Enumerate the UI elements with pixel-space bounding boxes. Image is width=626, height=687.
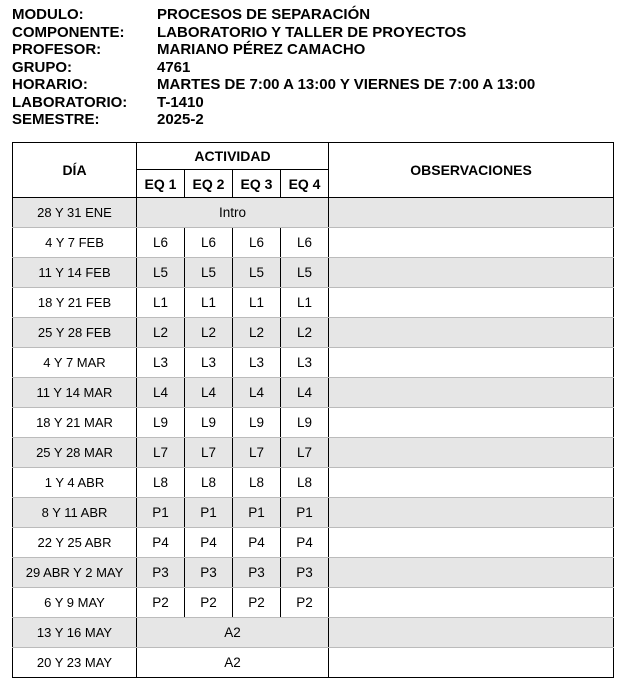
header-label: SEMESTRE: xyxy=(12,111,100,128)
header-label: MODULO: xyxy=(12,6,84,23)
header-label: HORARIO: xyxy=(12,76,88,93)
header-value: LABORATORIO Y TALLER DE PROYECTOS xyxy=(157,23,467,41)
table-row xyxy=(13,378,614,408)
activity-cell-eq2: P1 xyxy=(185,498,233,528)
activity-cell-eq3: L5 xyxy=(233,258,281,288)
observations-cell xyxy=(329,288,614,318)
table-row xyxy=(13,618,614,648)
activity-cell-eq2: L1 xyxy=(185,288,233,318)
observations-cell xyxy=(329,468,614,498)
day-cell: 1 Y 4 ABR xyxy=(13,468,137,498)
activity-cell-eq4: L8 xyxy=(281,468,329,498)
column-header-team-1: EQ 1 xyxy=(137,170,185,198)
header-row-laboratorio xyxy=(12,94,535,112)
table-row xyxy=(13,318,614,348)
header-row-grupo xyxy=(12,59,535,77)
table-row xyxy=(13,588,614,618)
table-row xyxy=(13,258,614,288)
observations-cell xyxy=(329,558,614,588)
activity-merged-cell: A2 xyxy=(137,618,329,648)
observations-cell xyxy=(329,588,614,618)
day-cell: 18 Y 21 MAR xyxy=(13,408,137,438)
activity-cell-eq4: P3 xyxy=(281,558,329,588)
header-value: PROCESOS DE SEPARACIÓN xyxy=(157,6,371,23)
day-cell: 22 Y 25 ABR xyxy=(13,528,137,558)
table-row xyxy=(13,528,614,558)
observations-cell xyxy=(329,258,614,288)
header-value: T-1410 xyxy=(157,93,204,111)
activity-cell-eq2: L6 xyxy=(185,228,233,258)
activity-cell-eq1: L3 xyxy=(137,348,185,378)
column-header-day: DÍA xyxy=(13,143,137,198)
activity-cell-eq3: L2 xyxy=(233,318,281,348)
header-value: 4761 xyxy=(157,58,191,76)
activity-cell-eq2: P2 xyxy=(185,588,233,618)
day-cell: 4 Y 7 FEB xyxy=(13,228,137,258)
day-cell: 4 Y 7 MAR xyxy=(13,348,137,378)
table-row xyxy=(13,468,614,498)
activity-cell-eq4: P2 xyxy=(281,588,329,618)
day-cell: 11 Y 14 FEB xyxy=(13,258,137,288)
activity-cell-eq3: L8 xyxy=(233,468,281,498)
table-row xyxy=(13,498,614,528)
activity-cell-eq1: P2 xyxy=(137,588,185,618)
observations-cell xyxy=(329,318,614,348)
activity-cell-eq1: P4 xyxy=(137,528,185,558)
day-cell: 20 Y 23 MAY xyxy=(13,648,137,678)
header-row-horario xyxy=(12,76,535,94)
observations-cell xyxy=(329,498,614,528)
activity-cell-eq4: L4 xyxy=(281,378,329,408)
activity-cell-eq2: L8 xyxy=(185,468,233,498)
column-header-team-4: EQ 4 xyxy=(281,170,329,198)
observations-cell xyxy=(329,438,614,468)
activity-cell-eq4: L5 xyxy=(281,258,329,288)
activity-cell-eq3: L3 xyxy=(233,348,281,378)
activity-cell-eq4: L1 xyxy=(281,288,329,318)
activity-cell-eq1: L5 xyxy=(137,258,185,288)
header-label: GRUPO: xyxy=(12,58,72,76)
day-cell: 11 Y 14 MAR xyxy=(13,378,137,408)
activity-cell-eq1: L4 xyxy=(137,378,185,408)
header-row-modulo xyxy=(12,6,535,24)
activity-cell-eq4: P4 xyxy=(281,528,329,558)
activity-merged-cell: A2 xyxy=(137,648,329,678)
observations-cell xyxy=(329,348,614,378)
activity-cell-eq2: L7 xyxy=(185,438,233,468)
activity-cell-eq3: L6 xyxy=(233,228,281,258)
day-cell: 25 Y 28 FEB xyxy=(13,318,137,348)
observations-cell xyxy=(329,408,614,438)
observations-cell xyxy=(329,198,614,228)
activity-cell-eq4: L7 xyxy=(281,438,329,468)
header-value: MARIANO PÉREZ CAMACHO xyxy=(157,41,366,58)
activity-cell-eq1: L8 xyxy=(137,468,185,498)
observations-cell xyxy=(329,648,614,678)
day-cell: 28 Y 31 ENE xyxy=(13,198,137,228)
day-cell: 18 Y 21 FEB xyxy=(13,288,137,318)
activity-cell-eq4: L9 xyxy=(281,408,329,438)
day-cell: 13 Y 16 MAY xyxy=(13,618,137,648)
activity-cell-eq3: L9 xyxy=(233,408,281,438)
table-row xyxy=(13,408,614,438)
activity-cell-eq1: P3 xyxy=(137,558,185,588)
activity-cell-eq1: L1 xyxy=(137,288,185,318)
activity-cell-eq4: L2 xyxy=(281,318,329,348)
activity-cell-eq3: P2 xyxy=(233,588,281,618)
header-value: 2025-2 xyxy=(157,111,204,128)
activity-cell-eq2: L2 xyxy=(185,318,233,348)
header-row-componente xyxy=(12,24,535,42)
day-cell: 6 Y 9 MAY xyxy=(13,588,137,618)
table-row xyxy=(13,288,614,318)
observations-cell xyxy=(329,228,614,258)
table-row xyxy=(13,438,614,468)
header-label: COMPONENTE: xyxy=(12,23,125,41)
activity-cell-eq2: L5 xyxy=(185,258,233,288)
observations-cell xyxy=(329,618,614,648)
header-label: LABORATORIO: xyxy=(12,93,128,111)
header-label: PROFESOR: xyxy=(12,41,102,58)
activity-cell-eq2: L4 xyxy=(185,378,233,408)
table-row xyxy=(13,558,614,588)
activity-cell-eq2: P4 xyxy=(185,528,233,558)
table-row xyxy=(13,348,614,378)
schedule-body xyxy=(13,198,614,678)
activity-cell-eq1: L2 xyxy=(137,318,185,348)
header-row-semestre xyxy=(12,111,535,129)
column-header-team-2: EQ 2 xyxy=(185,170,233,198)
header-row-profesor xyxy=(12,41,535,59)
activity-cell-eq4: P1 xyxy=(281,498,329,528)
table-row xyxy=(13,648,614,678)
column-header-team-3: EQ 3 xyxy=(233,170,281,198)
observations-cell xyxy=(329,378,614,408)
activity-cell-eq4: L3 xyxy=(281,348,329,378)
header-value: MARTES DE 7:00 A 13:00 Y VIERNES DE 7:00 A 13:00 xyxy=(157,76,536,93)
document-header xyxy=(12,6,535,129)
column-header-activity: ACTIVIDAD xyxy=(137,143,329,170)
activity-cell-eq3: P4 xyxy=(233,528,281,558)
day-cell: 25 Y 28 MAR xyxy=(13,438,137,468)
column-header-observations: OBSERVACIONES xyxy=(329,143,614,198)
activity-cell-eq2: L3 xyxy=(185,348,233,378)
activity-cell-eq3: L7 xyxy=(233,438,281,468)
activity-cell-eq4: L6 xyxy=(281,228,329,258)
observations-cell xyxy=(329,528,614,558)
activity-cell-eq1: L7 xyxy=(137,438,185,468)
activity-cell-eq3: L4 xyxy=(233,378,281,408)
activity-cell-eq2: L9 xyxy=(185,408,233,438)
day-cell: 8 Y 11 ABR xyxy=(13,498,137,528)
activity-cell-eq3: L1 xyxy=(233,288,281,318)
day-cell: 29 ABR Y 2 MAY xyxy=(13,558,137,588)
table-row xyxy=(13,198,614,228)
activity-merged-cell: Intro xyxy=(137,198,329,228)
schedule-table xyxy=(12,142,614,678)
activity-cell-eq1: L6 xyxy=(137,228,185,258)
activity-cell-eq2: P3 xyxy=(185,558,233,588)
activity-cell-eq1: L9 xyxy=(137,408,185,438)
activity-cell-eq3: P1 xyxy=(233,498,281,528)
activity-cell-eq3: P3 xyxy=(233,558,281,588)
table-row xyxy=(13,228,614,258)
activity-cell-eq1: P1 xyxy=(137,498,185,528)
